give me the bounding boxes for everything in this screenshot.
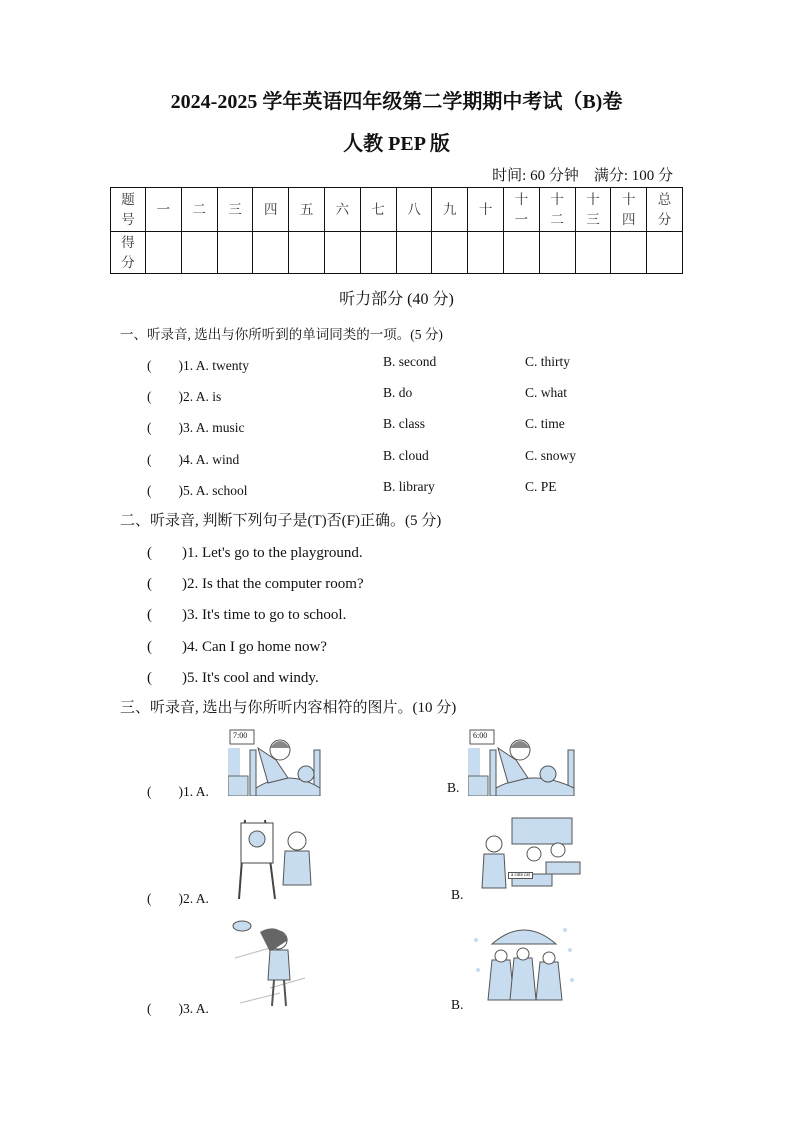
s2-statement: ( )2. Is that the computer room? [147,576,364,593]
exam-subtitle: 人教 PEP 版 [343,133,450,155]
question-column-header: 三 [217,188,253,232]
picture-classroom-reading [472,812,582,907]
score-cell[interactable] [324,232,360,274]
question-column-header: 总 分 [647,188,683,232]
s1-option-num: ( )1. A. twenty [147,358,249,373]
question-column-header: 十 三 [575,188,611,232]
s1-option-b: B. second [383,354,437,369]
score-cell[interactable] [289,232,325,274]
row-label-score: 得 分 [111,232,146,274]
s2-statement: ( )4. Can I go home now? [147,638,327,655]
s1-option-c: C. what [525,385,567,401]
question-column-header: 七 [360,188,396,232]
time-info: 时间: 60 分钟 满分: 100 分 [492,168,673,184]
s1-option-b: B. library [383,478,435,494]
s2-statement: ( )5. It's cool and windy. [147,669,319,686]
s1-option-b: B. cloud [383,447,429,463]
score-table [110,187,683,274]
s1-option-c: C. snowy [525,447,577,463]
s1-option-b: B. class [383,416,425,432]
exam-title: 2024-2025 学年英语四年级第二学期期中考试（B)卷 [170,91,623,113]
score-cell[interactable] [575,232,611,274]
s1-option-num: ( )4. A. wind [147,451,240,467]
s3-q3-b-label: B. [451,997,464,1012]
s2-statement: ( )3. It's time to go to school. [147,607,347,624]
score-cell[interactable] [217,232,253,274]
listening-title: 听力部分 (40 分) [339,291,454,308]
score-cell[interactable] [181,232,217,274]
s1-option-num: ( )3. A. music [147,420,245,436]
question-column-header: 六 [324,188,360,232]
score-cell[interactable] [503,232,539,274]
s3-q1-b-label: B. [447,780,460,795]
question-column-header: 十 [468,188,504,232]
question-column-header: 一 [146,188,182,232]
score-cell[interactable] [253,232,289,274]
question-column-header: 二 [181,188,217,232]
picture-girl-waking-7am [228,728,323,801]
section3-heading: 三、听录音, 选出与你所听内容相符的图片。(10 分) [120,700,457,716]
s3-q2-b-label: B. [451,887,464,902]
section1-heading: 一、听录音, 选出与你所听到的单词同类的一项。(5 分) [120,327,443,342]
question-column-header: 九 [432,188,468,232]
picture-girl-in-wind [230,918,308,1015]
score-cell[interactable] [432,232,468,274]
question-column-header: 十 四 [611,188,647,232]
s1-option-b: B. do [383,385,413,401]
row-label-question: 题 号 [111,188,146,232]
section2-heading: 二、听录音, 判断下列句子是(T)否(F)正确。(5 分) [120,513,442,529]
score-cell[interactable] [360,232,396,274]
question-column-header: 十 一 [503,188,539,232]
question-column-header: 四 [253,188,289,232]
s2-statement: ( )1. Let's go to the playground. [147,545,363,561]
s3-q2-label: ( )2. A. [147,891,209,906]
board-text: a cute cat [508,872,533,879]
score-cell[interactable] [396,232,432,274]
score-cell[interactable] [468,232,504,274]
clock-b-time: 6:00 [473,731,488,740]
s1-option-c: C. time [525,416,565,432]
s1-option-num: ( )5. A. school [147,482,248,498]
s3-q1-label: ( )1. A. [147,784,209,799]
s1-option-c: C. thirty [525,354,571,369]
score-cell[interactable] [539,232,575,274]
picture-children-in-rain [470,920,578,1013]
score-cell[interactable] [611,232,647,274]
question-column-header: 十 二 [539,188,575,232]
picture-girl-painting [235,815,313,906]
score-cell[interactable] [146,232,182,274]
question-column-header: 五 [289,188,325,232]
s1-option-num: ( )2. A. is [147,389,222,405]
s1-option-c: C. PE [525,478,557,494]
picture-girl-waking-6am [468,728,580,801]
question-column-header: 八 [396,188,432,232]
s3-q3-label: ( )3. A. [147,1001,209,1016]
clock-a-time: 7:00 [233,731,248,740]
score-cell[interactable] [647,232,683,274]
